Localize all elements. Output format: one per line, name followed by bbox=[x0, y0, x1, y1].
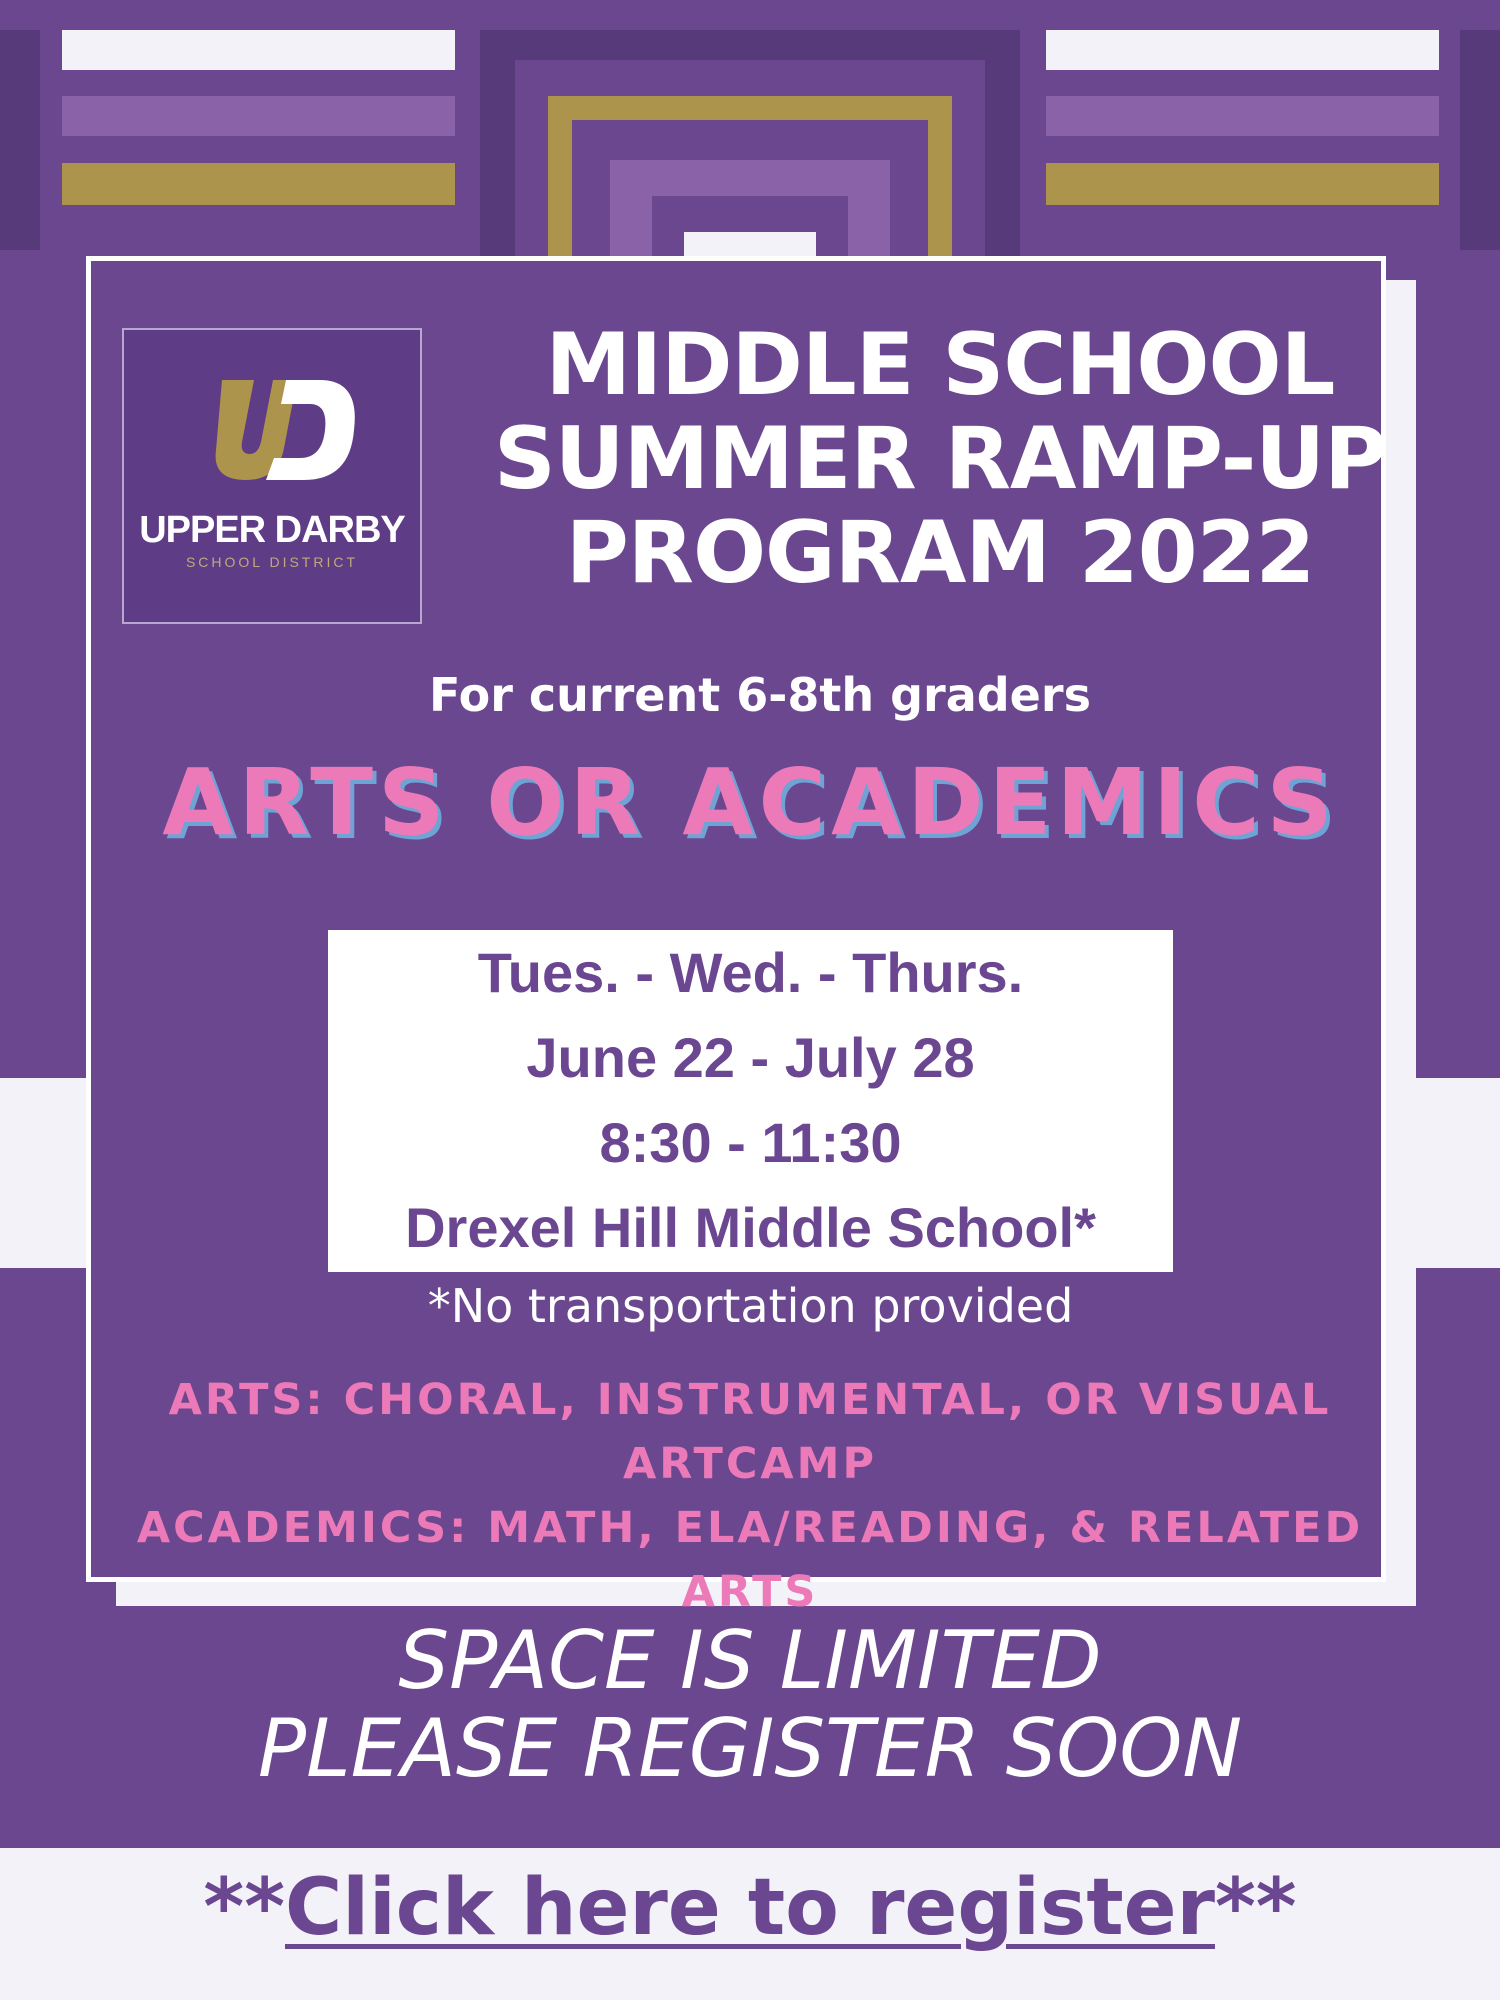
decor-stripe bbox=[1046, 163, 1439, 205]
schedule-box bbox=[328, 930, 1173, 1272]
register-link[interactable]: Click here to register bbox=[285, 1863, 1215, 1953]
title-line: SUMMER RAMP-UP bbox=[493, 409, 1387, 509]
page-title bbox=[470, 315, 1410, 603]
title-line: MIDDLE SCHOOL bbox=[545, 315, 1335, 415]
decor-stripe bbox=[62, 96, 455, 136]
register-prefix: ** bbox=[203, 1863, 285, 1953]
ud-monogram-icon bbox=[124, 330, 424, 510]
arts-or-academics-headline: ARTS OR ACADEMICS bbox=[162, 749, 1338, 856]
register-suffix: ** bbox=[1214, 1863, 1297, 1953]
transportation-note: *No transportation provided bbox=[427, 1279, 1074, 1333]
decor-stripe bbox=[1046, 30, 1439, 70]
schedule-days: Tues. - Wed. - Thurs. bbox=[477, 941, 1024, 1004]
schedule-location: Drexel Hill Middle School* bbox=[405, 1196, 1096, 1259]
notice-line: SPACE IS LIMITED bbox=[398, 1614, 1102, 1707]
arts-options-line: ARTS: CHORAL, INSTRUMENTAL, OR VISUAL bbox=[168, 1375, 1332, 1425]
arts-options-line: ARTCAMP bbox=[623, 1439, 877, 1489]
decor-stripe bbox=[1460, 30, 1500, 250]
academics-options-line: ACADEMICS: MATH, ELA/READING, & RELATED ARTS bbox=[136, 1503, 1364, 1617]
decor-stripe bbox=[62, 30, 455, 70]
notice-line: PLEASE REGISTER SOON bbox=[257, 1702, 1243, 1795]
register-cta bbox=[60, 1858, 1440, 1958]
audience-subtitle: For current 6-8th graders bbox=[429, 668, 1091, 722]
decor-stripe bbox=[62, 163, 455, 205]
limited-space-notice bbox=[150, 1614, 1350, 1795]
decor-stripe bbox=[0, 30, 40, 250]
schedule-time: 8:30 - 11:30 bbox=[599, 1111, 902, 1174]
program-options bbox=[100, 1368, 1400, 1624]
logo-name: UPPER DARBY bbox=[139, 509, 405, 551]
district-logo bbox=[122, 328, 422, 624]
schedule-dates: June 22 - July 28 bbox=[526, 1026, 975, 1089]
decor-stripe bbox=[1046, 96, 1439, 136]
logo-subtitle: SCHOOL DISTRICT bbox=[185, 554, 359, 570]
title-line: PROGRAM 2022 bbox=[565, 503, 1315, 603]
